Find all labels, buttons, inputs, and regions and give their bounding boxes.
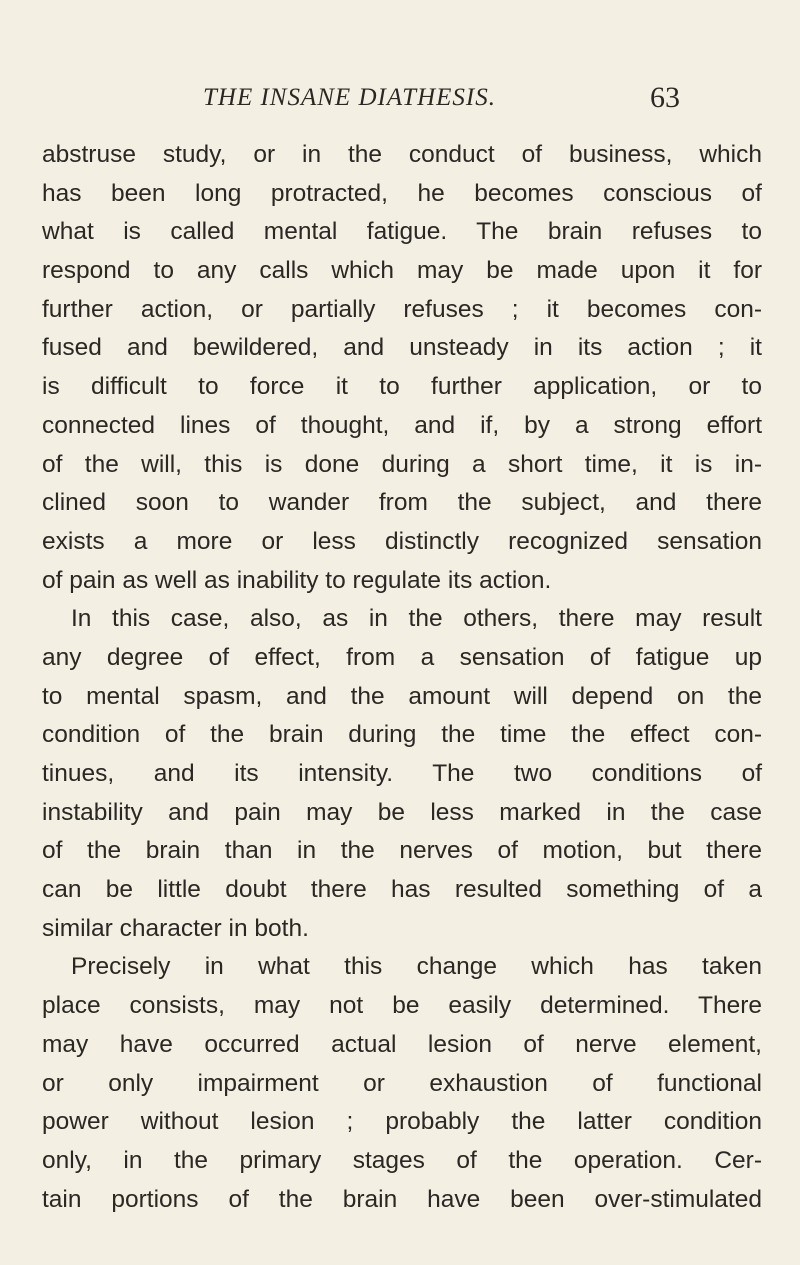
text-line: fused and bewildered, and unsteady in its action ; it	[42, 334, 762, 362]
text-line: further action, or partially refuses ; it becomes con-	[42, 295, 762, 323]
text-line: or only impairment or exhaustion of functional	[42, 1069, 762, 1097]
text-line: connected lines of thought, and if, by a strong effort	[42, 411, 762, 439]
body-text	[42, 136, 762, 1219]
text-line: what is called mental fatigue. The brain refuses to	[42, 218, 762, 246]
text-line: only, in the primary stages of the operation. Cer-	[42, 1146, 762, 1174]
text-line: place consists, may not be easily determined. There	[42, 992, 762, 1020]
text-line: can be little doubt there has resulted something of a	[42, 876, 762, 904]
text-line: tain portions of the brain have been over-stimulated	[42, 1185, 762, 1213]
text-line: of the will, this is done during a short time, it is in-	[42, 450, 762, 478]
text-line: Precisely in what this change which has taken	[71, 953, 762, 981]
text-line: is difficult to force it to further application, or to	[42, 373, 762, 401]
text-line: condition of the brain during the time the effect con-	[42, 721, 762, 749]
text-line: may have occurred actual lesion of nerve element,	[42, 1030, 762, 1058]
page-header	[0, 81, 800, 124]
text-line: has been long protracted, he becomes conscious of	[42, 179, 762, 207]
text-line: instability and pain may be less marked in the case	[42, 798, 762, 826]
text-line: In this case, also, as in the others, there may result	[71, 605, 762, 633]
text-line: of pain as well as inability to regulate its action.	[42, 566, 552, 594]
text-line: similar character in both.	[42, 914, 309, 942]
text-line: of the brain than in the nerves of motion, but there	[42, 837, 762, 865]
text-line: respond to any calls which may be made upon it for	[42, 257, 762, 285]
text-line: abstruse study, or in the conduct of business, which	[42, 141, 762, 168]
text-line: tinues, and its intensity. The two conditions of	[42, 760, 762, 787]
text-line: power without lesion ; probably the latter condition	[42, 1108, 762, 1136]
text-line: any degree of effect, from a sensation of fatigue up	[42, 643, 762, 671]
text-line: exists a more or less distinctly recognized sensation	[42, 527, 762, 555]
text-line: to mental spasm, and the amount will depend on the	[42, 682, 762, 710]
running-head: THE INSANE DIATHESIS.	[203, 84, 496, 111]
page-number: 63	[650, 81, 680, 114]
text-line: clined soon to wander from the subject, and there	[42, 489, 762, 517]
